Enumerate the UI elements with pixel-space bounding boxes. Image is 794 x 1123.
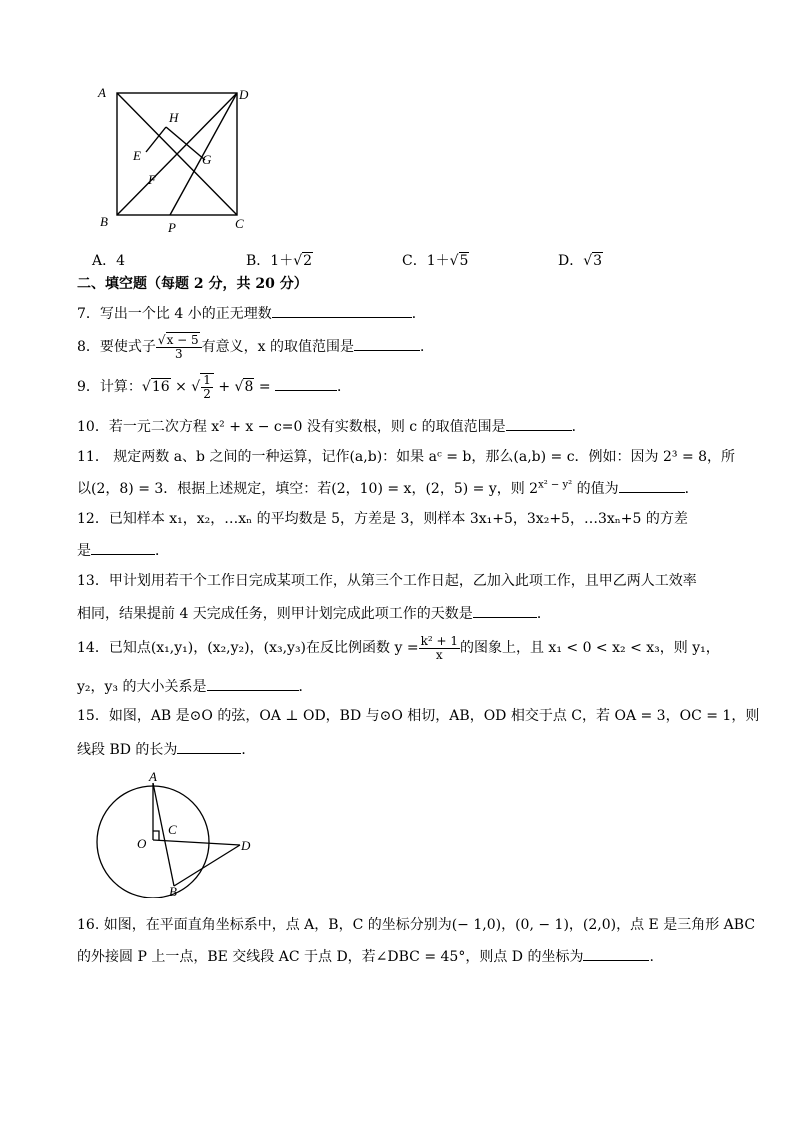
question-13-line-2 [77,603,551,623]
q14-denominator: x [435,647,443,662]
question-15-line-2 [77,739,255,759]
square-figure [90,80,260,240]
q12-end: ． [155,543,169,559]
q10-text: 10．若一元二次方程 x² + x − c=0 没有实数根，则 c 的取值范围是 [77,419,506,435]
q11-blank [619,478,685,493]
q9-fraction-den: 2 [203,387,211,401]
q8-pre: 8．要使式子 [77,339,156,355]
q13-blank [473,603,537,618]
q11-line2-pre: 以(2，8) = 3．根据上述规定，填空：若(2，10) = x，(2，5) = y，则 2 [77,481,539,497]
q8-radicand: x − 5 [166,332,199,347]
q9-end: ． [337,379,351,395]
label-f: F [148,172,156,187]
q14-pre: 14．已知点(x₁,y₁)，(x₂,y₂)，(x₃,y₃)在反比例函数 y = [77,640,419,656]
q8-fraction [156,334,202,361]
q10-blank [506,416,572,431]
q12-line2: 是 [77,543,91,559]
label-a-circle: A [149,769,157,784]
q16-line2: 的外接圆 P 上一点，BE 交线段 AC 于点 D，若∠DBC = 45°，则点 D 的坐标为 [77,949,584,965]
q16-end: . [649,949,654,965]
question-12-line-1: 12．已知样本 x₁，x₂，…xₙ 的平均数是 5，方差是 3，则样本 3x₁+5，3x₂+5，…3xₙ+5 的方差 [77,511,688,527]
q8-denominator: 3 [174,346,183,361]
label-e: E [133,148,141,163]
question-14-line-1 [77,633,720,663]
q11-line2-post: 的值为 [572,481,619,497]
q9-fraction [200,373,214,401]
label-c: C [235,216,244,231]
q9-times: × [175,379,187,395]
right-angle-mark [153,831,159,840]
choice-c-prefix: C．1＋ [402,253,450,269]
q12-blank [91,540,155,555]
q9-pre: 9．计算： [77,379,142,395]
question-11-line-1: 11． 规定两数 a、b 之间的一种运算，记作(a,b)：如果 aᶜ = b，那么(a,b) = c．例如：因为 2³ = 8，所 [77,449,736,465]
label-p: P [168,220,176,235]
q9-fraction-num: 1 [203,373,211,387]
q14-end: ． [298,679,313,695]
q9-blank [275,376,337,391]
section-title: 二、填空题（每题 2 分，共 20 分） [77,276,308,292]
label-a: A [98,85,106,100]
question-11-line-2 [77,478,699,498]
question-7 [77,303,426,323]
circle-figure [85,768,265,898]
question-10 [77,416,586,436]
q11-end: ． [684,481,699,497]
question-9: 9．计算：√16 × √ $\frac{1}{2}$ + √8 = ． [77,373,351,401]
choice-d: D．√3 [558,253,603,269]
q13-end: ． [536,606,551,622]
q14-line2: y₂，y₃ 的大小关系是 [77,679,207,695]
question-12-line-2 [77,540,169,560]
question-16-line-2 [77,946,654,966]
label-c-circle: C [168,822,177,837]
question-16-line-1: 16. 如图，在平面直角坐标系中，点 A，B，C 的坐标分别为(− 1,0)，(0, − 1)，(2,0)，点 E 是三角形 ABC [77,917,756,933]
q9-plus: + [218,379,231,395]
q9-equals: = [258,379,271,395]
choice-b: B．1＋√2 [246,253,313,269]
choice-d-prefix: D． [558,253,584,269]
q15-line2: 线段 BD 的长为 [77,742,178,758]
q9-radicand-1: 16 [151,379,170,395]
label-h: H [169,110,179,125]
q11-exponent: x² − y² [538,479,573,491]
choice-b-radicand: 2 [303,253,313,269]
choice-a: A．4 [92,253,126,269]
q7-blank [272,303,412,318]
question-14-line-2 [77,676,313,696]
q8-end: ． [420,339,435,355]
q9-radicand-2: 8 [244,379,254,395]
label-d-circle: D [241,838,251,853]
q14-blank [207,676,299,691]
question-13-line-1: 13．甲计划用若干个工作日完成某项工作，从第三个工作日起，乙加入此项工作，且甲乙两人工效率 [77,573,697,589]
q8-numerator: √x − 5 [156,334,202,348]
label-b: B [100,214,108,229]
choice-c: C．1＋√5 [402,253,469,269]
label-d: D [239,87,249,102]
q10-end: ． [571,419,586,435]
q7-end: ． [411,306,426,322]
label-g: G [202,152,212,167]
q8-post: 有意义，x 的取值范围是 [201,339,355,355]
q13-line2: 相同，结果提前 4 天完成任务，则甲计划完成此项工作的天数是 [77,606,473,622]
label-b-circle: B [169,884,177,898]
label-o: O [137,836,147,851]
q8-blank [354,336,420,351]
segment-bd [174,845,240,886]
q14-fraction [419,635,460,662]
q15-end: ． [241,742,256,758]
choice-c-radicand: 5 [459,253,469,269]
question-15-line-1: 15．如图，AB 是⊙O 的弦，OA ⊥ OD，BD 与⊙O 相切，AB，OD 相交于点 C，若 OA = 3，OC = 1，则 [77,708,760,724]
choice-b-prefix: B．1＋ [246,253,294,269]
q14-post: 的图象上，且 x₁ < 0 < x₂ < x₃，则 y₁， [459,640,720,656]
q16-blank [583,946,649,961]
q14-numerator: k² + 1 [420,633,458,648]
choice-d-radicand: 3 [593,253,603,269]
q7-text: 7．写出一个比 4 小的正无理数 [77,306,272,322]
q15-blank [177,739,241,754]
question-8 [77,333,434,361]
